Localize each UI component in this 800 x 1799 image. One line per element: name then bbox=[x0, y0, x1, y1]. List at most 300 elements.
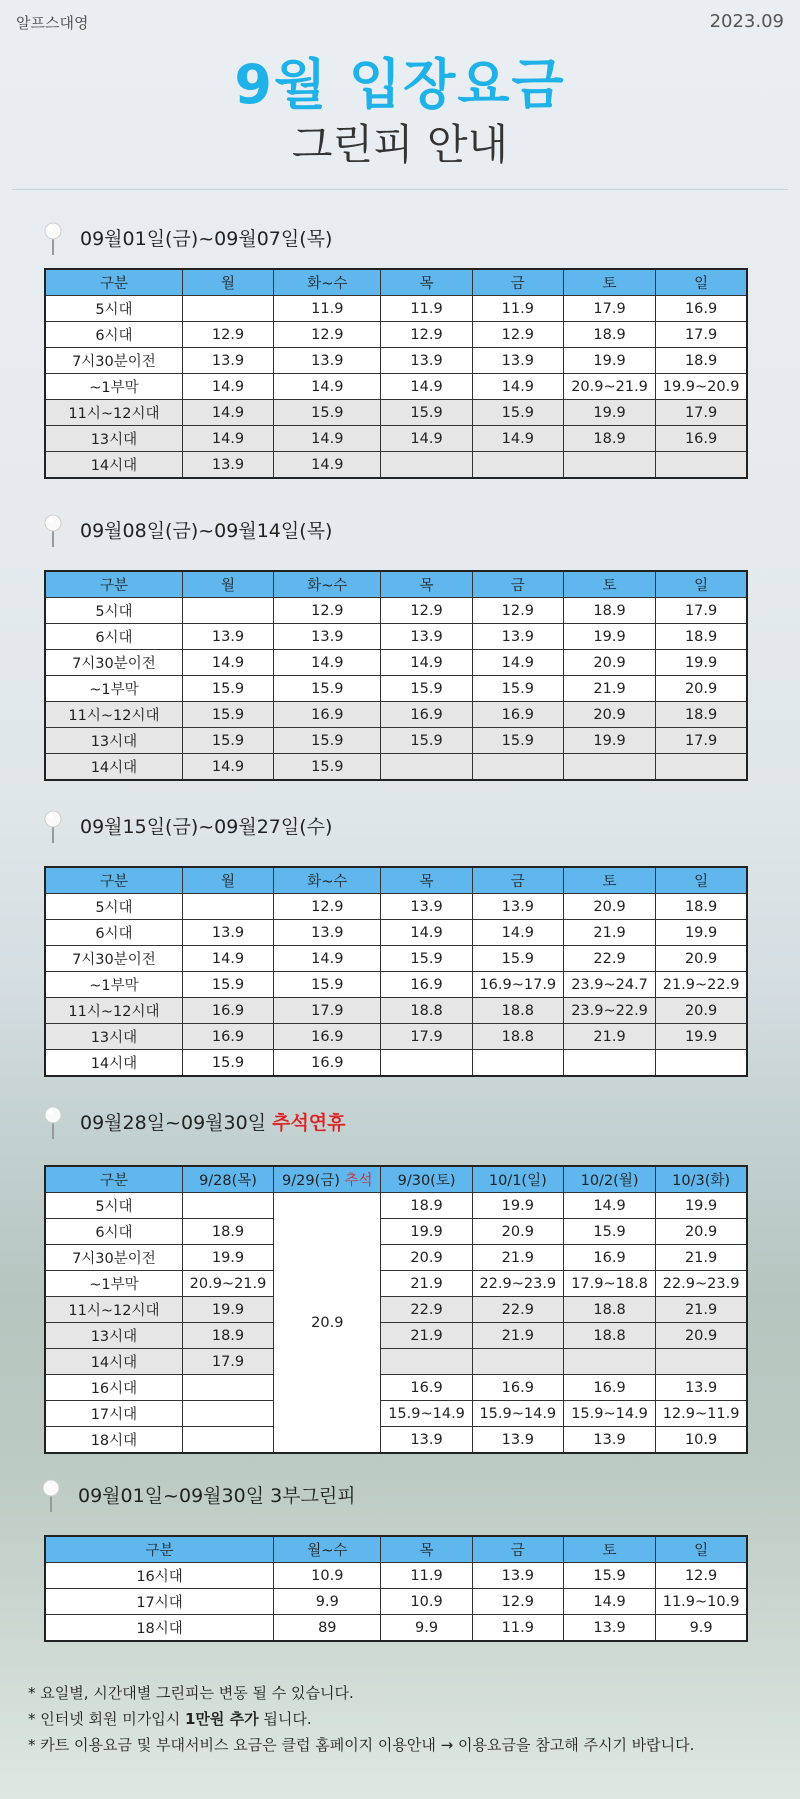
fee-cell: 10.9 bbox=[274, 1563, 381, 1589]
fee-cell: 18.8 bbox=[563, 1323, 655, 1349]
fee-cell bbox=[381, 1349, 472, 1375]
section-title: 09월01일~09월30일 3부그린피 bbox=[78, 1485, 356, 1507]
fee-cell: 15.9 bbox=[182, 676, 273, 702]
fee-cell: 12.9 bbox=[472, 598, 563, 624]
fee-cell: 15.9 bbox=[274, 728, 381, 754]
section-sep01-sep07 bbox=[0, 218, 800, 474]
table-row bbox=[45, 452, 747, 479]
notes bbox=[28, 1680, 694, 1758]
column-header: 화~수 bbox=[274, 867, 381, 894]
fee-cell: 15.9 bbox=[563, 1563, 655, 1589]
fee-cell: 15.9 bbox=[472, 400, 563, 426]
fee-cell: 12.9 bbox=[656, 1563, 747, 1589]
fee-cell: 15.9 bbox=[472, 946, 563, 972]
holiday-highlight: 추석연휴 bbox=[272, 1112, 346, 1134]
fee-cell: 14.9 bbox=[381, 374, 472, 400]
fee-cell: 19.9~20.9 bbox=[656, 374, 747, 400]
fee-cell: 19.9 bbox=[656, 1193, 747, 1219]
fee-table bbox=[44, 1535, 748, 1642]
table-row bbox=[45, 1050, 747, 1077]
fee-cell: 18.8 bbox=[472, 1024, 563, 1050]
fee-cell bbox=[472, 754, 563, 781]
pin-icon bbox=[42, 810, 64, 844]
column-header: 금 bbox=[472, 867, 563, 894]
fee-cell: 15.9 bbox=[182, 1050, 273, 1077]
fee-table bbox=[44, 866, 748, 1077]
fee-cell: 9.9 bbox=[656, 1615, 747, 1642]
fee-cell: 20.9~21.9 bbox=[182, 1271, 273, 1297]
column-header: 10/1(일) bbox=[472, 1166, 563, 1193]
fee-cell: 18.8 bbox=[472, 998, 563, 1024]
fee-cell: 14.9 bbox=[563, 1589, 655, 1615]
fee-cell: 20.9 bbox=[656, 676, 747, 702]
fee-cell: 19.9 bbox=[381, 1219, 472, 1245]
section-sep08-sep14 bbox=[0, 510, 800, 776]
pin-icon bbox=[42, 222, 64, 256]
fee-cell: 89 bbox=[274, 1615, 381, 1642]
fee-cell: 13.9 bbox=[381, 894, 472, 920]
page-subtitle: 그린피 안내 bbox=[291, 120, 509, 169]
fee-table bbox=[44, 1165, 748, 1454]
fee-cell: 14.9 bbox=[182, 946, 273, 972]
fee-cell: 10.9 bbox=[381, 1589, 472, 1615]
fee-cell: 13.9 bbox=[472, 624, 563, 650]
time-slot-cell: 5시대 bbox=[45, 1193, 182, 1219]
fee-cell: 11.9 bbox=[472, 1615, 563, 1642]
table-row bbox=[45, 296, 747, 322]
fee-cell: 17.9 bbox=[656, 400, 747, 426]
fee-cell: 11.9 bbox=[381, 296, 472, 322]
note-line bbox=[28, 1706, 694, 1732]
fee-cell: 17.9~18.8 bbox=[563, 1271, 655, 1297]
table-row bbox=[45, 348, 747, 374]
fee-cell bbox=[182, 1401, 273, 1427]
fee-cell bbox=[182, 894, 273, 920]
fee-cell: 14.9 bbox=[563, 1193, 655, 1219]
column-header: 일 bbox=[656, 571, 747, 598]
fee-cell: 13.9 bbox=[563, 1427, 655, 1454]
fee-cell: 18.9 bbox=[182, 1219, 273, 1245]
fee-cell: 14.9 bbox=[182, 400, 273, 426]
fee-cell: 13.9 bbox=[381, 624, 472, 650]
fee-cell: 13.9 bbox=[472, 1427, 563, 1454]
fee-cell: 19.9 bbox=[563, 348, 655, 374]
time-slot-cell: 17시대 bbox=[45, 1589, 274, 1615]
table-row bbox=[45, 1375, 747, 1401]
column-header: 일 bbox=[656, 867, 747, 894]
fee-cell: 16.9 bbox=[381, 1375, 472, 1401]
column-header: 금 bbox=[472, 269, 563, 296]
time-slot-cell: 16시대 bbox=[45, 1563, 274, 1589]
time-slot-cell: 5시대 bbox=[45, 894, 182, 920]
fee-cell: 17.9 bbox=[563, 296, 655, 322]
fee-cell: 16.9 bbox=[381, 702, 472, 728]
column-header: 구분 bbox=[45, 269, 182, 296]
time-slot-cell: 14시대 bbox=[45, 452, 182, 479]
fee-cell bbox=[472, 452, 563, 479]
fee-cell: 16.9 bbox=[182, 1024, 273, 1050]
column-header: 10/2(월) bbox=[563, 1166, 655, 1193]
fee-cell: 15.9 bbox=[274, 676, 381, 702]
fee-cell: 15.9 bbox=[182, 728, 273, 754]
column-header: 구분 bbox=[45, 867, 182, 894]
section-title: 09월08일(금)~09월14일(목) bbox=[80, 520, 333, 542]
time-slot-cell: ~1부막 bbox=[45, 972, 182, 998]
fee-cell: 23.9~22.9 bbox=[563, 998, 655, 1024]
table-row bbox=[45, 1563, 747, 1589]
fee-cell: 15.9~14.9 bbox=[472, 1401, 563, 1427]
fee-cell: 22.9 bbox=[472, 1297, 563, 1323]
table-row bbox=[45, 1245, 747, 1271]
fee-cell: 20.9 bbox=[656, 998, 747, 1024]
column-header: 월 bbox=[182, 571, 273, 598]
fee-cell: 14.9 bbox=[182, 426, 273, 452]
time-slot-cell: 7시30분이전 bbox=[45, 650, 182, 676]
fee-cell: 12.9 bbox=[274, 598, 381, 624]
note-emphasis: 1만원 추가 bbox=[184, 1710, 259, 1728]
fee-cell: 16.9 bbox=[182, 998, 273, 1024]
note-text: 됩니다. bbox=[258, 1710, 312, 1728]
fee-cell bbox=[563, 452, 655, 479]
fee-cell: 21.9 bbox=[656, 1245, 747, 1271]
column-header: 화~수 bbox=[274, 269, 381, 296]
fee-cell: 19.9 bbox=[182, 1245, 273, 1271]
fee-cell: 12.9 bbox=[381, 322, 472, 348]
time-slot-cell: 13시대 bbox=[45, 426, 182, 452]
fee-cell: 14.9 bbox=[472, 650, 563, 676]
table-row bbox=[45, 998, 747, 1024]
fee-cell: 21.9 bbox=[381, 1271, 472, 1297]
brand-name: 알프스대영 bbox=[16, 14, 89, 32]
fee-cell: 18.9 bbox=[563, 598, 655, 624]
table-row bbox=[45, 702, 747, 728]
fee-cell: 14.9 bbox=[381, 920, 472, 946]
column-header: 10/3(화) bbox=[656, 1166, 747, 1193]
time-slot-cell: 6시대 bbox=[45, 1219, 182, 1245]
column-header: 목 bbox=[381, 269, 472, 296]
fee-cell: 13.9 bbox=[274, 348, 381, 374]
fee-cell bbox=[381, 754, 472, 781]
table-row bbox=[45, 598, 747, 624]
time-slot-cell: 7시30분이전 bbox=[45, 946, 182, 972]
time-slot-cell: 18시대 bbox=[45, 1615, 274, 1642]
time-slot-cell: ~1부막 bbox=[45, 374, 182, 400]
fee-cell: 17.9 bbox=[656, 322, 747, 348]
fee-cell: 14.9 bbox=[472, 920, 563, 946]
fee-table bbox=[44, 268, 748, 479]
fee-cell: 13.9 bbox=[182, 348, 273, 374]
time-slot-cell: 14시대 bbox=[45, 1349, 182, 1375]
fee-cell: 20.9 bbox=[656, 1219, 747, 1245]
fee-cell: 14.9 bbox=[182, 650, 273, 676]
table-row bbox=[45, 1427, 747, 1454]
fee-cell: 15.9 bbox=[381, 676, 472, 702]
time-slot-cell: 14시대 bbox=[45, 1050, 182, 1077]
fee-cell bbox=[182, 1427, 273, 1454]
table-row bbox=[45, 322, 747, 348]
fee-cell: 16.9 bbox=[563, 1245, 655, 1271]
fee-cell: 9.9 bbox=[381, 1615, 472, 1642]
fee-cell bbox=[182, 296, 273, 322]
table-row bbox=[45, 426, 747, 452]
column-header: 구분 bbox=[45, 1536, 274, 1563]
fee-cell: 15.9 bbox=[182, 702, 273, 728]
column-header: 월 bbox=[182, 269, 273, 296]
table-row bbox=[45, 1589, 747, 1615]
time-slot-cell: 5시대 bbox=[45, 598, 182, 624]
table-row bbox=[45, 1323, 747, 1349]
fee-cell bbox=[563, 1050, 655, 1077]
fee-cell: 18.8 bbox=[381, 998, 472, 1024]
page-title: 9월 입장요금 bbox=[234, 53, 566, 116]
fee-cell: 21.9 bbox=[472, 1323, 563, 1349]
section-title: 09월01일(금)~09월07일(목) bbox=[80, 228, 333, 250]
fee-cell: 15.9 bbox=[381, 946, 472, 972]
table-row bbox=[45, 920, 747, 946]
fee-cell: 20.9 bbox=[563, 702, 655, 728]
fee-cell: 13.9 bbox=[274, 624, 381, 650]
time-slot-cell: 6시대 bbox=[45, 920, 182, 946]
fee-cell: 13.9 bbox=[656, 1375, 747, 1401]
fee-cell: 20.9 bbox=[563, 650, 655, 676]
fee-cell: 14.9 bbox=[274, 374, 381, 400]
fee-cell: 13.9 bbox=[182, 452, 273, 479]
table-row bbox=[45, 1219, 747, 1245]
time-slot-cell: ~1부막 bbox=[45, 676, 182, 702]
fee-cell: 12.9 bbox=[472, 1589, 563, 1615]
time-slot-cell: 13시대 bbox=[45, 1024, 182, 1050]
chuseok-tag: 추석 bbox=[344, 1173, 373, 1189]
fee-cell bbox=[656, 452, 747, 479]
fee-cell: 12.9 bbox=[274, 322, 381, 348]
merged-fee-cell: 20.9 bbox=[274, 1193, 381, 1454]
time-slot-cell: 6시대 bbox=[45, 322, 182, 348]
column-header: 목 bbox=[381, 867, 472, 894]
fee-cell: 15.9 bbox=[472, 676, 563, 702]
fee-cell: 18.9 bbox=[563, 322, 655, 348]
fee-cell: 13.9 bbox=[472, 894, 563, 920]
fee-cell: 21.9 bbox=[563, 1024, 655, 1050]
time-slot-cell: 11시~12시대 bbox=[45, 1297, 182, 1323]
section-third-round bbox=[0, 1475, 800, 1637]
fee-cell: 11.9 bbox=[274, 296, 381, 322]
fee-cell bbox=[182, 1375, 273, 1401]
table-row bbox=[45, 1297, 747, 1323]
column-header: 9/30(토) bbox=[381, 1166, 472, 1193]
fee-cell: 19.9 bbox=[472, 1193, 563, 1219]
fee-cell: 11.9~10.9 bbox=[656, 1589, 747, 1615]
fee-cell: 23.9~24.7 bbox=[563, 972, 655, 998]
fee-cell: 14.9 bbox=[274, 426, 381, 452]
column-header: 토 bbox=[563, 269, 655, 296]
time-slot-cell: 6시대 bbox=[45, 624, 182, 650]
time-slot-cell: 11시~12시대 bbox=[45, 400, 182, 426]
table-row bbox=[45, 1024, 747, 1050]
fee-cell: 14.9 bbox=[381, 650, 472, 676]
time-slot-cell: 7시30분이전 bbox=[45, 348, 182, 374]
fee-cell: 12.9 bbox=[182, 322, 273, 348]
fee-cell: 12.9 bbox=[472, 322, 563, 348]
table-row bbox=[45, 1349, 747, 1375]
fee-cell: 14.9 bbox=[274, 452, 381, 479]
table-row bbox=[45, 972, 747, 998]
fee-cell bbox=[472, 1050, 563, 1077]
fee-cell: 20.9 bbox=[656, 946, 747, 972]
fee-cell: 22.9~23.9 bbox=[472, 1271, 563, 1297]
fee-cell: 14.9 bbox=[472, 426, 563, 452]
fee-cell: 16.9 bbox=[274, 702, 381, 728]
fee-cell: 18.9 bbox=[182, 1323, 273, 1349]
table-row bbox=[45, 1193, 747, 1219]
fee-cell: 19.9 bbox=[656, 650, 747, 676]
time-slot-cell: 14시대 bbox=[45, 754, 182, 781]
table-row bbox=[45, 1401, 747, 1427]
fee-cell: 18.9 bbox=[381, 1193, 472, 1219]
fee-cell: 13.9 bbox=[472, 1563, 563, 1589]
fee-cell: 14.9 bbox=[182, 754, 273, 781]
fee-cell: 16.9~17.9 bbox=[472, 972, 563, 998]
pin-icon bbox=[42, 514, 64, 548]
fee-cell: 9.9 bbox=[274, 1589, 381, 1615]
time-slot-cell: 17시대 bbox=[45, 1401, 182, 1427]
fee-cell: 18.9 bbox=[563, 426, 655, 452]
fee-cell bbox=[563, 1349, 655, 1375]
time-slot-cell: 13시대 bbox=[45, 1323, 182, 1349]
time-slot-cell: 11시~12시대 bbox=[45, 702, 182, 728]
fee-cell: 11.9 bbox=[381, 1563, 472, 1589]
fee-cell: 15.9 bbox=[472, 728, 563, 754]
column-header: 월~수 bbox=[274, 1536, 381, 1563]
fee-cell: 19.9 bbox=[656, 920, 747, 946]
fee-cell: 13.9 bbox=[182, 920, 273, 946]
pin-icon bbox=[42, 1106, 64, 1140]
fee-cell: 20.9 bbox=[563, 894, 655, 920]
time-slot-cell: 13시대 bbox=[45, 728, 182, 754]
column-header: 구분 bbox=[45, 1166, 182, 1193]
note-line: * 카트 이용요금 및 부대서비스 요금은 클럽 홈페이지 이용안내 → 이용요금을 참고해 주시기 바랍니다. bbox=[28, 1736, 695, 1754]
fee-cell: 15.9 bbox=[274, 972, 381, 998]
fee-cell: 13.9 bbox=[563, 1615, 655, 1642]
column-header: 토 bbox=[563, 571, 655, 598]
fee-cell: 14.9 bbox=[381, 426, 472, 452]
fee-cell bbox=[656, 1349, 747, 1375]
fee-cell: 20.9 bbox=[381, 1245, 472, 1271]
table-row bbox=[45, 650, 747, 676]
fee-cell: 14.9 bbox=[182, 374, 273, 400]
fee-cell: 17.9 bbox=[274, 998, 381, 1024]
fee-cell: 11.9 bbox=[472, 296, 563, 322]
time-slot-cell: 5시대 bbox=[45, 296, 182, 322]
fee-cell: 21.9 bbox=[563, 676, 655, 702]
time-slot-cell: 11시~12시대 bbox=[45, 998, 182, 1024]
fee-cell: 18.9 bbox=[656, 624, 747, 650]
fee-cell: 19.9 bbox=[656, 1024, 747, 1050]
table-row bbox=[45, 1271, 747, 1297]
fee-cell: 13.9 bbox=[182, 624, 273, 650]
section-title: 09월15일(금)~09월27일(수) bbox=[80, 816, 333, 838]
fee-cell: 17.9 bbox=[656, 728, 747, 754]
fee-cell: 17.9 bbox=[381, 1024, 472, 1050]
section-title bbox=[80, 1108, 346, 1135]
fee-cell: 21.9 bbox=[656, 1297, 747, 1323]
fee-cell bbox=[472, 1349, 563, 1375]
fee-cell: 12.9 bbox=[274, 894, 381, 920]
table-row bbox=[45, 374, 747, 400]
fee-cell: 14.9 bbox=[274, 946, 381, 972]
fee-cell: 12.9~11.9 bbox=[656, 1401, 747, 1427]
fee-cell bbox=[381, 1050, 472, 1077]
column-header: 금 bbox=[472, 1536, 563, 1563]
fee-cell: 20.9 bbox=[656, 1323, 747, 1349]
fee-cell: 16.9 bbox=[563, 1375, 655, 1401]
fee-cell: 21.9~22.9 bbox=[656, 972, 747, 998]
fee-cell: 15.9~14.9 bbox=[381, 1401, 472, 1427]
fee-cell: 16.9 bbox=[274, 1024, 381, 1050]
fee-cell: 12.9 bbox=[381, 598, 472, 624]
fee-cell: 20.9~21.9 bbox=[563, 374, 655, 400]
fee-cell: 20.9 bbox=[472, 1219, 563, 1245]
fee-cell: 13.9 bbox=[381, 1427, 472, 1454]
table-row bbox=[45, 624, 747, 650]
time-slot-cell: 18시대 bbox=[45, 1427, 182, 1454]
fee-cell bbox=[656, 754, 747, 781]
fee-cell: 18.9 bbox=[656, 894, 747, 920]
column-header: 금 bbox=[472, 571, 563, 598]
fee-cell bbox=[656, 1050, 747, 1077]
fee-cell: 22.9 bbox=[381, 1297, 472, 1323]
fee-cell: 19.9 bbox=[563, 728, 655, 754]
table-row bbox=[45, 400, 747, 426]
column-header: 일 bbox=[656, 269, 747, 296]
table-row bbox=[45, 754, 747, 781]
fee-cell bbox=[182, 598, 273, 624]
time-slot-cell: ~1부막 bbox=[45, 1271, 182, 1297]
fee-cell bbox=[182, 1193, 273, 1219]
fee-cell: 18.9 bbox=[656, 702, 747, 728]
time-slot-cell: 16시대 bbox=[45, 1375, 182, 1401]
table-row bbox=[45, 676, 747, 702]
table-row bbox=[45, 728, 747, 754]
issue-date: 2023.09 bbox=[709, 11, 784, 32]
fee-cell bbox=[563, 754, 655, 781]
fee-cell: 16.9 bbox=[472, 1375, 563, 1401]
column-header: 일 bbox=[656, 1536, 747, 1563]
fee-cell: 16.9 bbox=[656, 426, 747, 452]
column-header: 토 bbox=[563, 867, 655, 894]
time-slot-cell: 7시30분이전 bbox=[45, 1245, 182, 1271]
note-line: * 요일별, 시간대별 그린피는 변동 될 수 있습니다. bbox=[28, 1684, 354, 1702]
fee-cell: 15.9 bbox=[563, 1219, 655, 1245]
table-row bbox=[45, 894, 747, 920]
fee-cell: 21.9 bbox=[563, 920, 655, 946]
column-header: 월 bbox=[182, 867, 273, 894]
fee-cell: 22.9 bbox=[563, 946, 655, 972]
fee-cell: 15.9 bbox=[274, 400, 381, 426]
fee-cell bbox=[381, 452, 472, 479]
fee-cell: 15.9~14.9 bbox=[563, 1401, 655, 1427]
fee-cell: 21.9 bbox=[472, 1245, 563, 1271]
header-divider bbox=[12, 189, 788, 190]
column-header: 목 bbox=[381, 1536, 472, 1563]
column-header: 9/28(목) bbox=[182, 1166, 273, 1193]
column-header bbox=[274, 1166, 381, 1193]
section-sep15-sep27 bbox=[0, 806, 800, 1072]
section-date-range: 09월28일~09월30일 bbox=[80, 1112, 267, 1134]
fee-cell: 13.9 bbox=[381, 348, 472, 374]
table-row bbox=[45, 946, 747, 972]
fee-cell: 16.9 bbox=[472, 702, 563, 728]
fee-cell: 19.9 bbox=[182, 1297, 273, 1323]
